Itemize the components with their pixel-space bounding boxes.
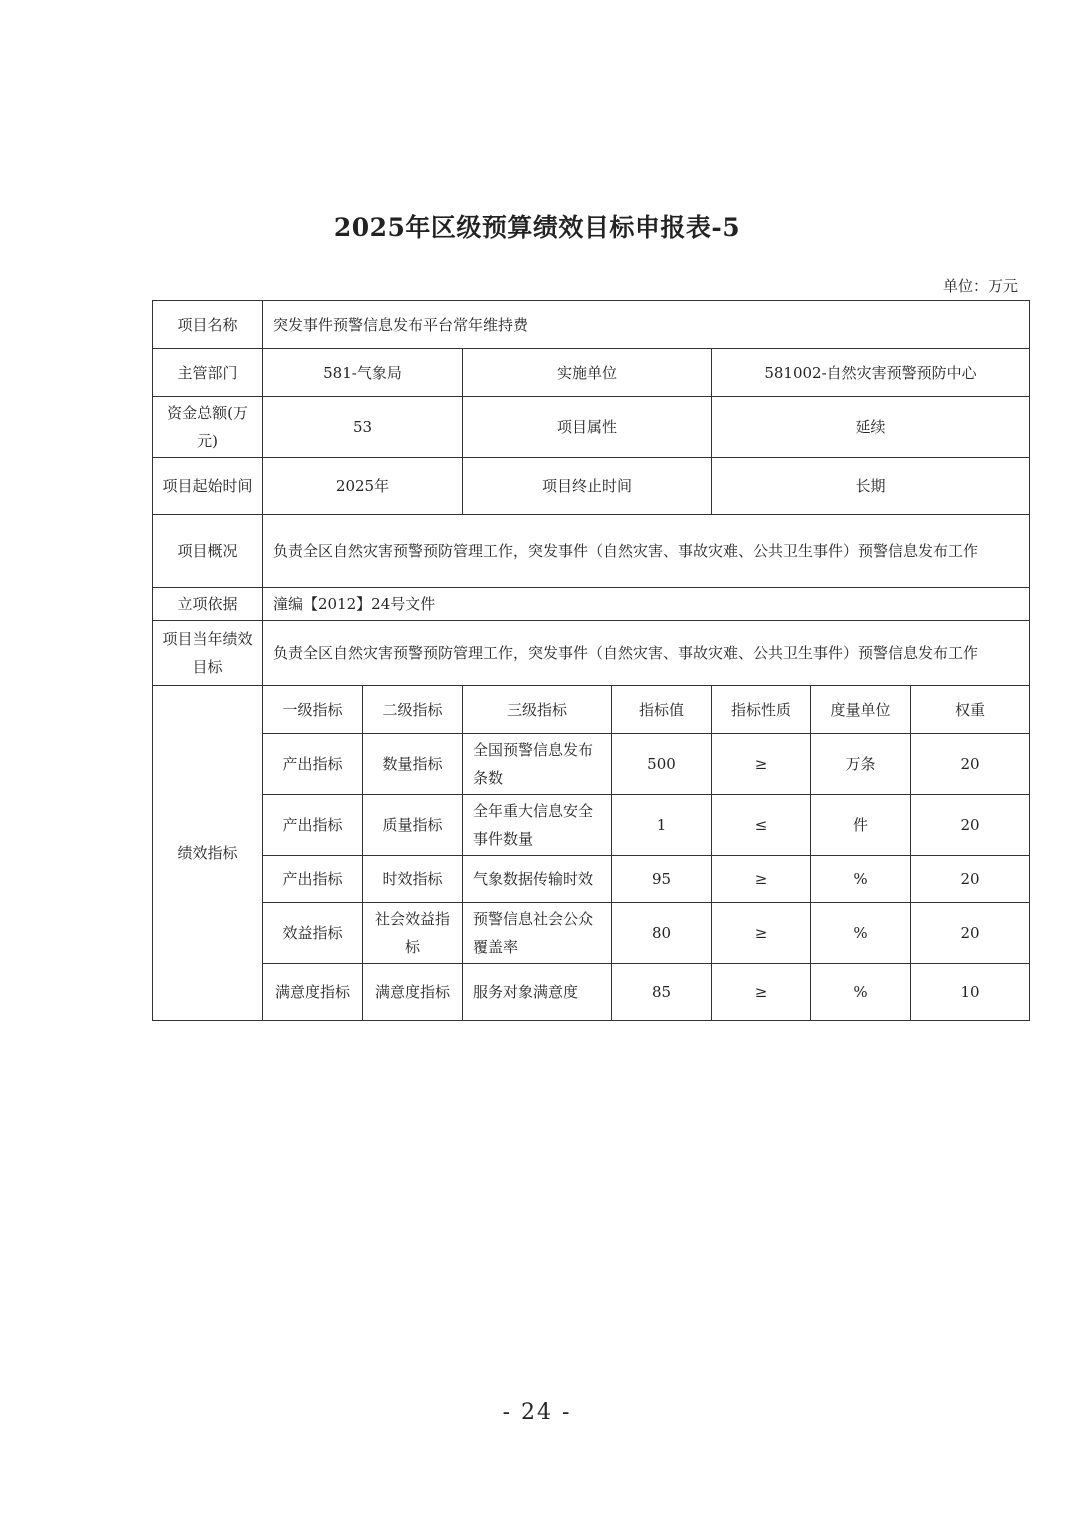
attr-value: 延续: [712, 397, 1030, 458]
nature-cell: ≤: [712, 795, 811, 856]
level3-cell: 气象数据传输时效: [463, 856, 612, 903]
level3-cell: 全国预警信息发布条数: [463, 734, 612, 795]
level2-cell: 社会效益指标: [363, 903, 463, 964]
impl-value: 581002-自然灾害预警预防中心: [712, 349, 1030, 397]
end-label: 项目终止时间: [463, 458, 712, 515]
weight-cell: 20: [911, 903, 1030, 964]
attr-label: 项目属性: [463, 397, 712, 458]
budget-performance-table: [152, 300, 1030, 1021]
value-cell: 95: [612, 856, 712, 903]
level1-cell: 产出指标: [263, 734, 363, 795]
basis-value: 潼编【2012】24号文件: [263, 588, 1030, 621]
level2-cell: 满意度指标: [363, 964, 463, 1021]
row-fund: [153, 397, 1030, 458]
level3-cell: 服务对象满意度: [463, 964, 612, 1021]
unit-label: 单位：万元: [942, 277, 1018, 295]
page-number: - 24 -: [502, 1400, 572, 1425]
goal-label: 项目当年绩效目标: [153, 621, 263, 686]
weight-cell: 10: [911, 964, 1030, 1021]
fund-value: 53: [263, 397, 463, 458]
value-cell: 1: [612, 795, 712, 856]
header-unit: 度量单位: [811, 686, 911, 734]
level3-cell: 预警信息社会公众覆盖率: [463, 903, 612, 964]
indicator-header-row: [153, 686, 1030, 734]
project-name-label: 项目名称: [153, 301, 263, 349]
document-title: 2025年区级预算绩效目标申报表-5: [333, 213, 741, 242]
overview-label: 项目概况: [153, 515, 263, 588]
indicator-section-label: 绩效指标: [153, 686, 263, 1021]
dept-label: 主管部门: [153, 349, 263, 397]
impl-label: 实施单位: [463, 349, 712, 397]
header-level2: 二级指标: [363, 686, 463, 734]
table-row: [153, 795, 1030, 856]
table-row: [153, 964, 1030, 1021]
table-row: [153, 856, 1030, 903]
project-name-value: 突发事件预警信息发布平台常年维持费: [263, 301, 1030, 349]
level2-cell: 时效指标: [363, 856, 463, 903]
level1-cell: 产出指标: [263, 795, 363, 856]
row-overview: [153, 515, 1030, 588]
table-row: [153, 903, 1030, 964]
row-period: [153, 458, 1030, 515]
level3-cell: 全年重大信息安全事件数量: [463, 795, 612, 856]
goal-value: 负责全区自然灾害预警预防管理工作，突发事件（自然灾害、事故灾难、公共卫生事件）预警信息发布工作: [263, 621, 1030, 686]
level1-cell: 产出指标: [263, 856, 363, 903]
unit-cell: 件: [811, 795, 911, 856]
header-nature: 指标性质: [712, 686, 811, 734]
header-level3: 三级指标: [463, 686, 612, 734]
nature-cell: ≥: [712, 964, 811, 1021]
basis-label: 立项依据: [153, 588, 263, 621]
level2-cell: 数量指标: [363, 734, 463, 795]
value-cell: 85: [612, 964, 712, 1021]
weight-cell: 20: [911, 734, 1030, 795]
header-weight: 权重: [911, 686, 1030, 734]
unit-cell: %: [811, 964, 911, 1021]
unit-cell: %: [811, 903, 911, 964]
header-level1: 一级指标: [263, 686, 363, 734]
dept-value: 581-气象局: [263, 349, 463, 397]
row-project-name: [153, 301, 1030, 349]
row-department: [153, 349, 1030, 397]
level1-cell: 效益指标: [263, 903, 363, 964]
end-value: 长期: [712, 458, 1030, 515]
weight-cell: 20: [911, 795, 1030, 856]
value-cell: 500: [612, 734, 712, 795]
table-row: [153, 734, 1030, 795]
row-goal: [153, 621, 1030, 686]
value-cell: 80: [612, 903, 712, 964]
start-value: 2025年: [263, 458, 463, 515]
nature-cell: ≥: [712, 734, 811, 795]
nature-cell: ≥: [712, 903, 811, 964]
weight-cell: 20: [911, 856, 1030, 903]
overview-value: 负责全区自然灾害预警预防管理工作，突发事件（自然灾害、事故灾难、公共卫生事件）预警信息发布工作: [263, 515, 1030, 588]
level2-cell: 质量指标: [363, 795, 463, 856]
row-basis: [153, 588, 1030, 621]
fund-label: 资金总额(万元): [153, 397, 263, 458]
nature-cell: ≥: [712, 856, 811, 903]
unit-cell: %: [811, 856, 911, 903]
level1-cell: 满意度指标: [263, 964, 363, 1021]
start-label: 项目起始时间: [153, 458, 263, 515]
header-value: 指标值: [612, 686, 712, 734]
unit-cell: 万条: [811, 734, 911, 795]
